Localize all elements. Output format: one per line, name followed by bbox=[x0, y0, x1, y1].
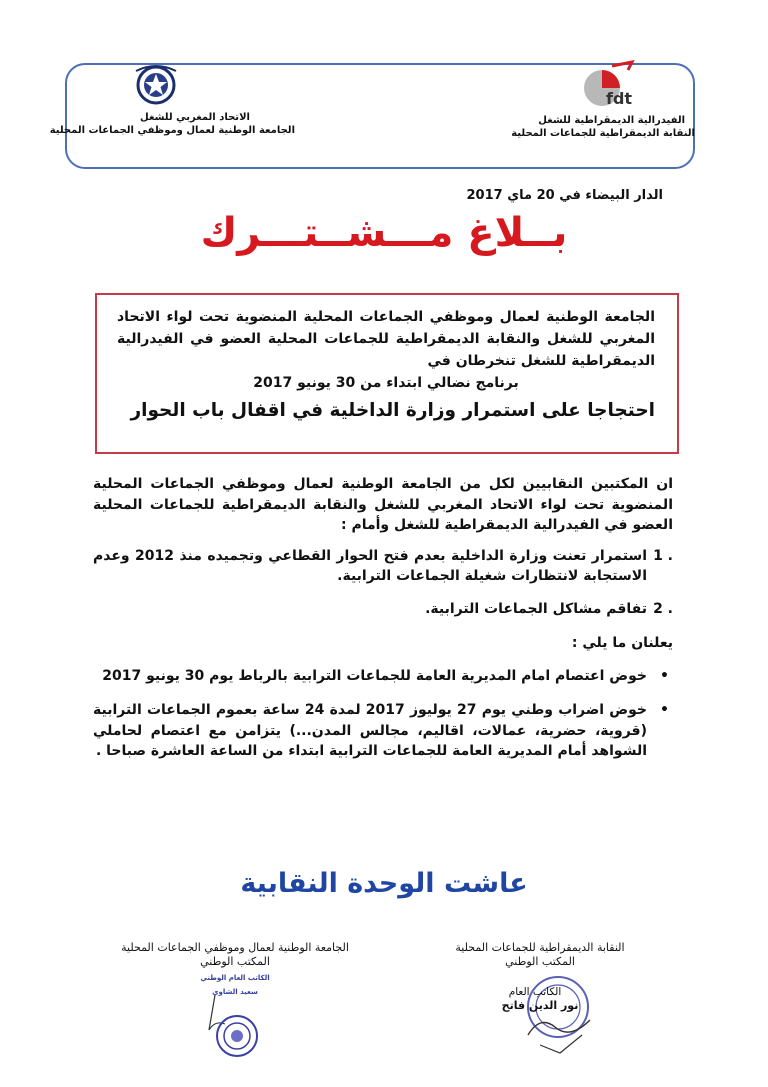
left-seal bbox=[195, 990, 275, 1060]
list-item bbox=[93, 546, 673, 587]
list-item bbox=[93, 700, 673, 762]
summary-box bbox=[95, 293, 679, 454]
right-sign-office: المكتب الوطني bbox=[505, 955, 575, 968]
list-item bbox=[93, 599, 673, 620]
communique-body bbox=[93, 474, 673, 762]
summary-main-line: احتجاجا على استمرار وزارة الداخلية في اقفال باب الحوار bbox=[130, 400, 655, 421]
intro-paragraph: ان المكتبين النقابيين لكل من الجامعة الوطنية لعمال وموظفي الجماعات المحلية المنضوية تحت لواء الاتحاد المغربي للشغل والنقابة الديمقراطية للجماعات المحلية العضو في الفيدرالية الديمقراطية للشغل وأمام : bbox=[93, 476, 673, 533]
item-number: 1 . bbox=[653, 547, 673, 564]
umt-logo bbox=[128, 63, 184, 109]
announce-line: يعلنان ما يلي : bbox=[571, 635, 673, 651]
fdt-logo bbox=[572, 60, 642, 112]
left-sign-org: الجامعة الوطنية لعمال وموظفي الجماعات المحلية bbox=[121, 941, 349, 954]
bullet-text: خوض اعتصام امام المديرية العامة للجماعات الترابية بالرباط يوم 30 يونيو 2017 bbox=[102, 667, 647, 684]
item-number: 2 . bbox=[653, 600, 673, 617]
right-sign-name: نور الدين فاتح bbox=[501, 999, 579, 1012]
left-stamp-line1: الكاتب العام الوطني bbox=[200, 974, 270, 982]
slogan: عاشت الوحدة النقابية bbox=[240, 868, 528, 899]
item-text: تفاقم مشاكل الجماعات الترابية. bbox=[425, 600, 647, 617]
right-sign-role: الكاتب العام bbox=[508, 986, 562, 998]
page-title: بــلاغ مـــشــتـــرك bbox=[200, 210, 568, 256]
svg-text:fdt: fdt bbox=[606, 89, 633, 108]
right-org-line2: النقابة الديمقراطية للجماعات المحلية bbox=[511, 128, 695, 139]
date-line: الدار البيضاء في 20 ماي 2017 bbox=[466, 188, 663, 203]
right-sign-org: النقابة الديمقراطية للجماعات المحلية bbox=[455, 941, 625, 954]
left-org-line2: الجامعة الوطنية لعمال وموظفي الجماعات المحلية bbox=[49, 125, 295, 136]
summary-program-line: برنامج نضالي ابتداء من 30 يونيو 2017 bbox=[253, 375, 519, 391]
bullet-icon: • bbox=[660, 702, 669, 718]
summary-paragraph: الجامعة الوطنية لعمال وموظفي الجماعات المحلية المنضوية تحت لواء الاتحاد المغربي للشغل والنقابة الديمقراطية للجماعات المحلية العضو في الفيدرالية الديمقراطية للشغل تنخرطان في bbox=[117, 309, 655, 369]
left-sign-office: المكتب الوطني bbox=[200, 955, 270, 968]
left-stamp-line2: سعيد الشاوي bbox=[212, 988, 258, 996]
left-org-line1: الاتحاد المغربي للشغل bbox=[140, 112, 250, 123]
bullet-text: خوض اضراب وطني يوم 27 يوليوز 2017 لمدة 24 ساعة بعموم الجماعات الترابية (قروية، حضرية، عمالات، اقاليم، مجالس المدن...) يتزامن مع اعتصام لحاملي الشواهد أمام المديرية العامة للجماعات الترابية ابتداء من الساعة العاشرة صباحا . bbox=[93, 702, 648, 759]
item-text: استمرار تعنت وزارة الداخلية بعدم فتح الحوار القطاعي وتجميده منذ 2012 وعدم الاستجابة لانتظارات شغيلة الجماعات الترابية. bbox=[93, 547, 647, 584]
bullet-icon: • bbox=[660, 667, 669, 684]
right-org-line1: الفيدرالية الديمقراطية للشغل bbox=[538, 115, 685, 126]
list-item bbox=[93, 666, 673, 687]
